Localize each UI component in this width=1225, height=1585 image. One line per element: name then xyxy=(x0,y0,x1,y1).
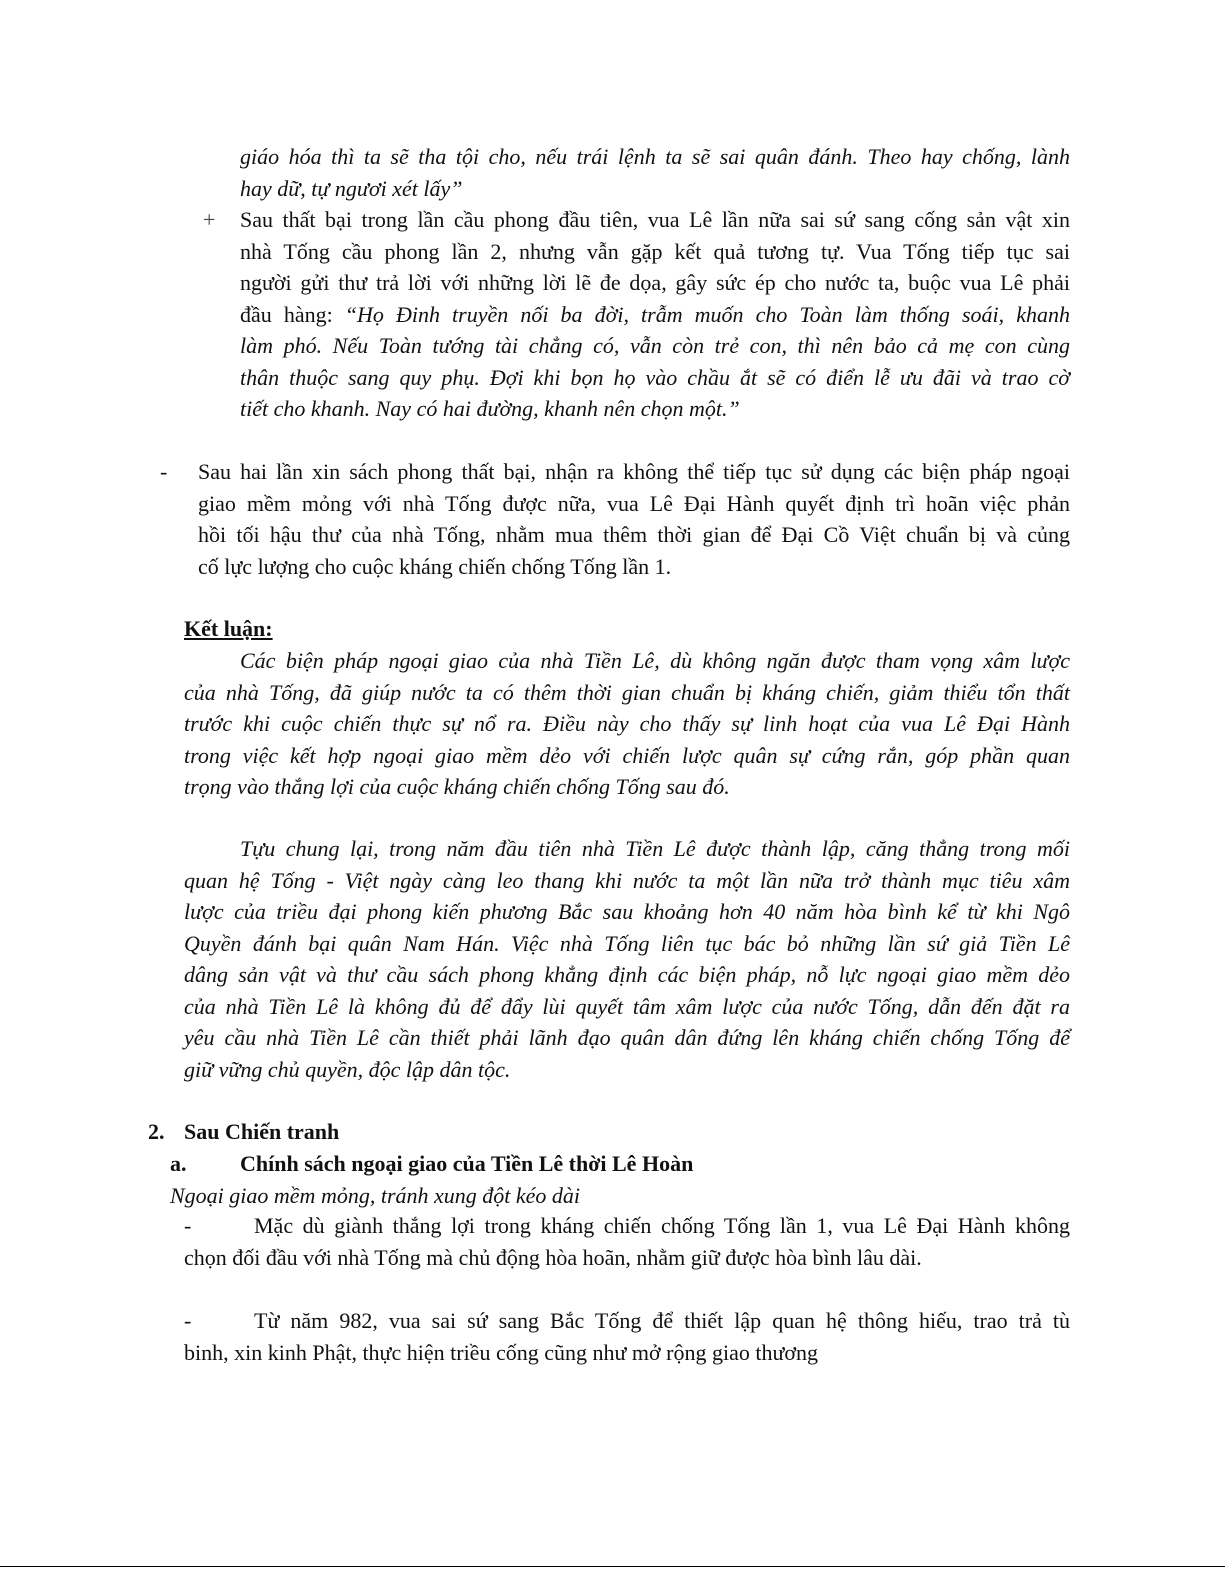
text-line: người gửi thư trả lời với những lời lẽ đe dọa, gây sức ép cho nước ta, buộc vua Lê phải xyxy=(240,270,1070,295)
text-line: giáo hóa thì ta sẽ tha tội cho, nếu trái lệnh ta sẽ sai quân đánh. Theo hay chống, lành xyxy=(240,144,1070,169)
subsection-title: Chính sách ngoại giao của Tiền Lê thời Lê Hoàn xyxy=(240,1151,694,1176)
text-line: nhà Tống cầu phong lần 2, nhưng vẫn gặp kết quả tương tự. Vua Tống tiếp tục sai xyxy=(240,238,1070,264)
dash-bullet-item xyxy=(184,1210,1070,1273)
text-line: - Từ năm 982, vua sai sứ sang Bắc Tống để thiết lập quan hệ thông hiếu, trao trả tù xyxy=(184,1305,1070,1337)
text-line: Các biện pháp ngoại giao của nhà Tiền Lê, dù không ngăn được tham vọng xâm lược xyxy=(240,648,1070,673)
conclusion-heading: Kết luận: xyxy=(184,616,273,641)
dash-bullet-marker: - xyxy=(184,1213,192,1238)
text-line: quan hệ Tống - Việt ngày càng leo thang khi nước ta một lần nữa trở thành mục tiêu xâm xyxy=(184,867,1070,893)
text-line: dâng sản vật và thư cầu sách phong khẳng định các biện pháp, nỗ lực ngoại giao mềm dẻo xyxy=(184,962,1070,987)
section-title: Sau Chiến tranh xyxy=(184,1119,340,1144)
dash-bullet-item xyxy=(198,456,1070,582)
quote-continuation xyxy=(240,141,1070,204)
text-line: - Mặc dù giành thắng lợi trong kháng chiến chống Tống lần 1, vua Lê Đại Hành không xyxy=(184,1210,1070,1242)
text-line: Tựu chung lại, trong năm đầu tiên nhà Tiền Lê được thành lập, căng thẳng trong mối xyxy=(240,836,1070,861)
text-run: đầu hàng: xyxy=(240,301,345,327)
text-line: của nhà Tống, đã giúp nước ta có thêm thời gian chuẩn bị kháng chiến, giảm thiểu tổn thất xyxy=(184,679,1070,705)
text-line: giao mềm mỏng với nhà Tống được nữa, vua Lê Đại Hành quyết định trì hoãn việc phản xyxy=(198,490,1070,516)
text-line: Sau thất bại trong lần cầu phong đầu tiên, vua Lê lần nữa sai sứ sang cống sản vật xin xyxy=(240,207,1070,232)
text-line: lược của triều đại phong kiến phương Bắc sau khoảng hơn 40 năm hòa bình kể từ khi Ngô xyxy=(184,899,1070,924)
quote-run: “Họ Đinh truyền nối ba đời, trẫm muốn cho Toàn làm thống soái, khanh xyxy=(344,301,1070,327)
text-line: thân thuộc sang quy phụ. Đợi khi bọn họ vào chầu ắt sẽ có điển lễ ưu đãi và trao cờ xyxy=(240,364,1070,390)
plus-bullet-marker: + xyxy=(203,207,216,232)
conclusion-paragraph xyxy=(184,645,1070,803)
text-line: trong việc kết hợp ngoại giao mềm dẻo với chiến lược quân sự cứng rắn, góp phần quan xyxy=(184,742,1070,768)
text-line: của nhà Tiền Lê là không đủ để đẩy lùi quyết tâm xâm lược của nước Tống, dẫn đến đặt ra xyxy=(184,993,1070,1019)
dash-bullet-marker: - xyxy=(160,459,168,484)
text-line: binh, xin kinh Phật, thực hiện triều cống cũng như mở rộng giao thương xyxy=(184,1339,819,1365)
text-line xyxy=(240,299,1070,331)
text-line: cố lực lượng cho cuộc kháng chiến chống Tống lần 1. xyxy=(198,553,672,579)
text-line: trọng vào thắng lợi của cuộc kháng chiến chống Tống sau đó. xyxy=(184,774,730,799)
page-bottom-rule xyxy=(0,1566,1225,1567)
text-line: làm phó. Nếu Toàn tướng tài chẳng có, vẫn còn trẻ con, thì nên bảo cả mẹ con cùng xyxy=(240,333,1070,358)
summary-paragraph xyxy=(184,833,1070,1085)
plus-bullet-item xyxy=(240,204,1070,425)
dash-bullet-marker: - xyxy=(184,1308,192,1333)
text-line: trước khi cuộc chiến thực sự nổ ra. Điều này cho thấy sự linh hoạt của vua Lê Đại Hành xyxy=(184,711,1070,736)
text-line: Sau hai lần xin sách phong thất bại, nhận ra không thể tiếp tục sử dụng các biện pháp ngoại xyxy=(198,459,1070,484)
text-line: tiết cho khanh. Nay có hai đường, khanh nên chọn một.” xyxy=(240,396,740,421)
subsection-number: a. xyxy=(170,1151,187,1176)
text-line: chọn đối đầu với nhà Tống mà chủ động hòa hoãn, nhằm giữ được hòa bình lâu dài. xyxy=(184,1244,922,1270)
text-line: giữ vững chủ quyền, độc lập dân tộc. xyxy=(184,1056,511,1082)
text-line: yêu cầu nhà Tiền Lê cần thiết phải lãnh đạo quân dân đứng lên kháng chiến chống Tống để xyxy=(184,1025,1070,1050)
dash-bullet-item xyxy=(184,1305,1070,1368)
text-line: hay dữ, tự ngươi xét lấy” xyxy=(240,175,463,201)
text-line: Quyền đánh bại quân Nam Hán. Việc nhà Tống liên tục bác bỏ những lần sứ giả Tiền Lê xyxy=(184,930,1070,956)
subsection-subtitle: Ngoại giao mềm mỏng, tránh xung đột kéo dài xyxy=(170,1183,581,1208)
section-number: 2. xyxy=(148,1119,165,1144)
text-line: hồi tối hậu thư của nhà Tống, nhằm mua thêm thời gian để Đại Cồ Việt chuẩn bị và củng xyxy=(198,522,1070,547)
